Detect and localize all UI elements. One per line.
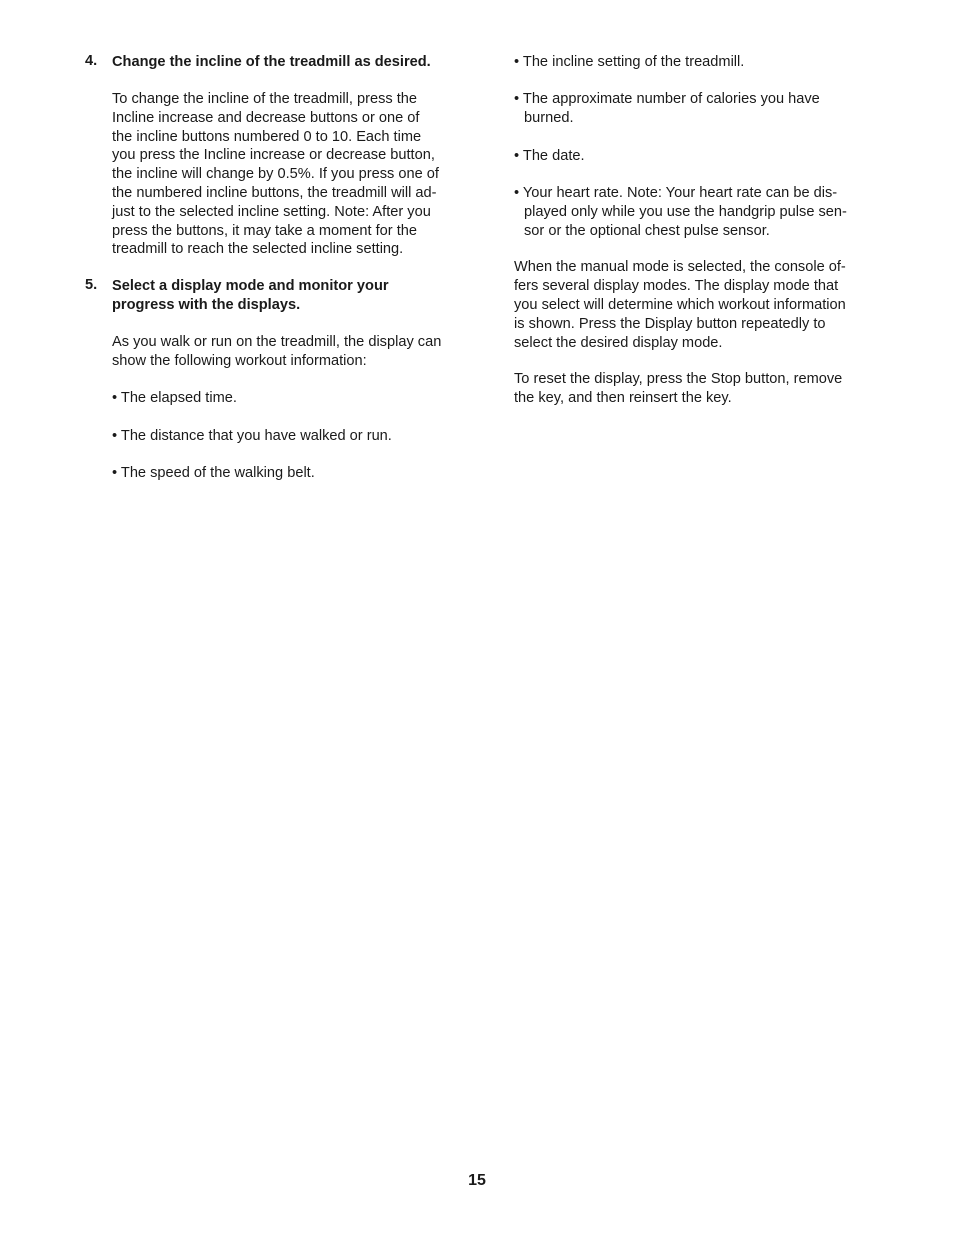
- bullet-line: • Your heart rate. Note: Your heart rate can be dis-: [514, 184, 838, 201]
- step-5-title-line: Select a display mode and monitor your: [112, 278, 389, 295]
- intro-line: As you walk or run on the treadmill, the display can: [112, 334, 442, 351]
- bullet-line: played only while you use the handgrip pulse sen-: [524, 203, 847, 220]
- step-5: [85, 277, 470, 483]
- bullet-item: • The speed of the walking belt.: [112, 465, 315, 482]
- right-column: [514, 53, 874, 408]
- paragraph-line: To reset the display, press the Stop button, remove: [514, 371, 843, 388]
- bullet-item: [514, 184, 874, 240]
- bullet-item: • The elapsed time.: [112, 390, 237, 407]
- paragraph-line: select the desired display mode.: [514, 334, 723, 351]
- paragraph-line: you select will determine which workout information: [514, 296, 846, 313]
- bullet-line: sor or the optional chest pulse sensor.: [524, 222, 770, 239]
- step-5-number: 5.: [85, 277, 98, 294]
- bullet-item: [514, 90, 874, 128]
- bullet-line: burned.: [524, 110, 574, 127]
- step-4-body: [112, 90, 470, 259]
- body-line: the incline will change by 0.5%. If you press one of: [112, 166, 439, 183]
- bullet-line: • The approximate number of calories you have: [514, 91, 820, 108]
- paragraph-line: the key, and then reinsert the key.: [514, 390, 732, 407]
- bullet-item: • The incline setting of the treadmill.: [514, 54, 745, 70]
- bullet-item: • The distance that you have walked or run.: [112, 427, 392, 444]
- paragraph-line: When the manual mode is selected, the console of-: [514, 259, 846, 276]
- body-line: press the buttons, it may take a moment for the: [112, 222, 417, 239]
- display-modes-paragraph: [514, 258, 874, 352]
- body-line: you press the Incline increase or decrease button,: [112, 147, 435, 164]
- step-5-intro: [112, 333, 470, 371]
- step-4: [85, 53, 470, 259]
- reset-display-paragraph: [514, 370, 874, 408]
- body-line: To change the incline of the treadmill, press the: [112, 91, 418, 107]
- paragraph-line: fers several display modes. The display mode that: [514, 278, 839, 295]
- bullet-item: • The date.: [514, 147, 585, 164]
- body-line: just to the selected incline setting. Note: After you: [112, 203, 431, 220]
- left-column: [85, 53, 470, 483]
- paragraph-line: is shown. Press the Display button repeatedly to: [514, 315, 826, 332]
- intro-line: show the following workout information:: [112, 352, 367, 369]
- body-line: treadmill to reach the selected incline setting.: [112, 241, 404, 258]
- page-number: 15: [468, 1172, 486, 1189]
- step-4-title: Change the incline of the treadmill as desired.: [112, 54, 431, 70]
- body-line: Incline increase and decrease buttons or one of: [112, 109, 420, 126]
- step-5-title-line: progress with the displays.: [112, 297, 301, 314]
- body-line: the numbered incline buttons, the treadmill will ad-: [112, 184, 437, 201]
- step-4-number: 4.: [85, 53, 98, 69]
- body-line: the incline buttons numbered 0 to 10. Each time: [112, 128, 422, 145]
